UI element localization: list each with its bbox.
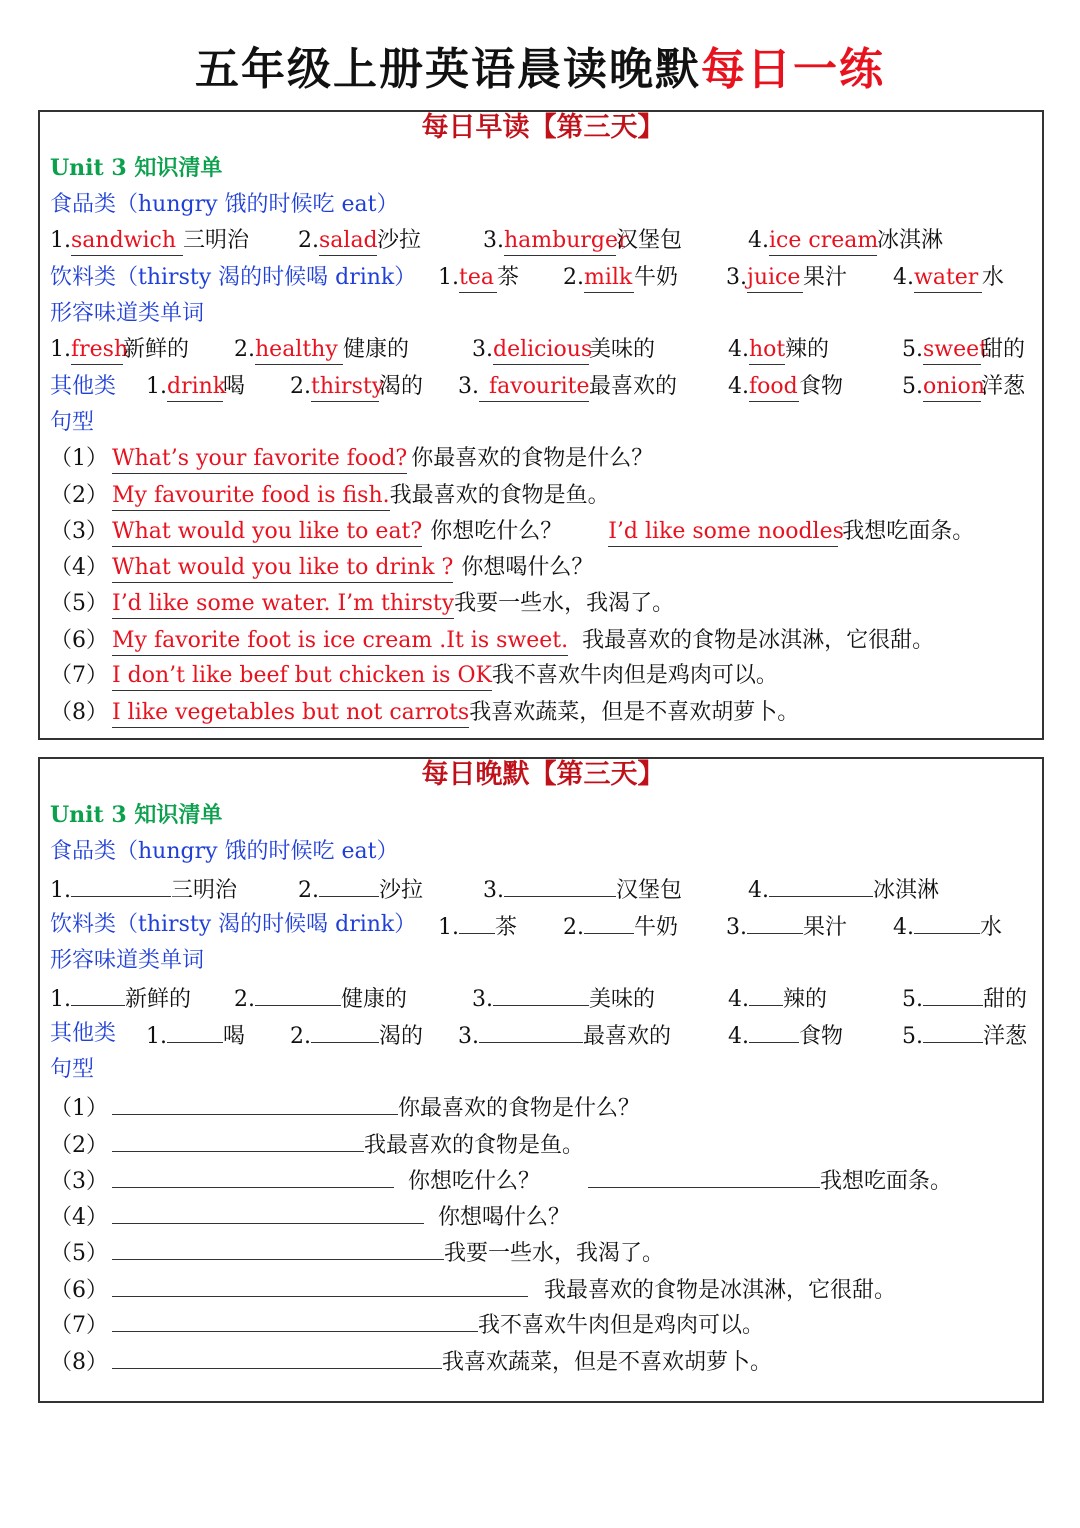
answer-blank[interactable] (255, 981, 341, 1006)
evening-taste-item: 2. 健康的 (234, 981, 407, 1016)
answer-blank[interactable] (112, 1163, 394, 1188)
evening-sentence: （8） 我喜欢蔬菜，但是不喜欢胡萝卜。 (50, 1344, 772, 1379)
answer-blank[interactable] (479, 1018, 583, 1043)
answer-blank[interactable] (747, 909, 803, 934)
morning-other-item: 3. favourite最喜欢的 (458, 371, 677, 403)
evening-food-item: 1. 三明治 (50, 872, 237, 907)
answer-blank[interactable] (459, 909, 495, 934)
morning-drink-item: 3.juice 果汁 (726, 262, 847, 294)
answer-blank[interactable] (112, 1307, 478, 1332)
morning-taste-item: 2.healthy 健康的 (234, 334, 409, 366)
evening-sentence: （1） 你最喜欢的食物是什么？ (50, 1090, 640, 1125)
evening-dictation-section (38, 757, 1044, 1403)
answer-blank[interactable] (167, 1018, 223, 1043)
answer-blank[interactable] (112, 1272, 528, 1297)
evening-food-item: 3. 汉堡包 (483, 872, 682, 907)
evening-taste-item: 4. 辣的 (728, 981, 827, 1016)
evening-drink-label: 饮料类（thirsty 渴的时候喝 drink） (50, 912, 417, 937)
answer-blank[interactable] (493, 981, 589, 1006)
answer-blank[interactable] (749, 1018, 799, 1043)
evening-taste-item: 3. 美味的 (472, 981, 655, 1016)
morning-sentence: （4） What would you like to drink ? 你想喝什么？ (50, 552, 593, 584)
answer-blank[interactable] (504, 872, 616, 897)
morning-sentence: （3） What would you like to eat? 你想吃什么？ I’d like some noodles我想吃面条。 (50, 516, 974, 548)
morning-sentence: （7） I don’t like beef but chicken is OK我不喜欢牛肉但是鸡肉可以。 (50, 660, 778, 692)
answer-blank[interactable] (112, 1344, 442, 1369)
morning-drink-label: 饮料类（thirsty 渴的时候喝 drink） (50, 265, 417, 290)
morning-taste-item: 5.sweet甜的 (902, 334, 1025, 366)
evening-sentence: （5） 我要一些水，我渴了。 (50, 1235, 664, 1270)
morning-taste-label: 形容味道类单词 (50, 301, 205, 326)
answer-blank[interactable] (311, 1018, 379, 1043)
morning-other-item: 5.onion洋葱 (902, 371, 1025, 403)
page-title (0, 40, 1080, 100)
answer-blank[interactable] (588, 1163, 820, 1188)
title-main: 五年级上册英语晨读晚默 (195, 44, 701, 95)
morning-other-item: 1.drink喝 (146, 371, 245, 403)
evening-sentence: （2） 我最喜欢的食物是鱼。 (50, 1127, 584, 1162)
evening-food-label: 食品类（hungry 饿的时候吃 eat） (50, 839, 399, 864)
morning-food-item: 2.salad沙拉 (298, 225, 421, 257)
morning-sentence: （6） My favorite foot is ice cream .It is sweet. 我最喜欢的食物是冰淇淋，它很甜。 (50, 625, 934, 657)
evening-other-label: 其他类 (50, 1021, 117, 1046)
morning-food-item: 3.hamburger汉堡包 (483, 225, 682, 257)
evening-taste-item: 5. 甜的 (902, 981, 1027, 1016)
evening-other-item: 1. 喝 (146, 1018, 245, 1053)
evening-sentence: （3） 你想吃什么？ 我想吃面条。 (50, 1163, 952, 1198)
morning-sentence: （5） I’d like some water. I’m thirsty我要一些水，我渴了。 (50, 588, 674, 620)
answer-blank[interactable] (112, 1199, 424, 1224)
answer-blank[interactable] (71, 981, 125, 1006)
evening-food-item: 2. 沙拉 (298, 872, 423, 907)
morning-sentence-label: 句型 (50, 410, 95, 435)
answer-blank[interactable] (112, 1127, 364, 1152)
morning-unit-title: Unit 3 知识清单 (50, 155, 223, 181)
morning-other-label: 其他类 (50, 374, 117, 399)
evening-food-item: 4. 冰淇淋 (748, 872, 939, 907)
morning-drink-item: 2.milk牛奶 (563, 262, 678, 294)
morning-taste-item: 1.fresh新鲜的 (50, 334, 189, 366)
morning-other-item: 4.food食物 (728, 371, 843, 403)
evening-other-item: 3. 最喜欢的 (458, 1018, 671, 1053)
morning-food-item: 4.ice cream冰淇淋 (748, 225, 943, 257)
answer-blank[interactable] (769, 872, 873, 897)
evening-other-item: 4. 食物 (728, 1018, 843, 1053)
answer-blank[interactable] (319, 872, 379, 897)
evening-heading: 每日晚默【第三天】 (421, 759, 665, 790)
evening-taste-label: 形容味道类单词 (50, 948, 205, 973)
evening-sentence: （4） 你想喝什么？ (50, 1199, 570, 1234)
morning-reading-section (38, 110, 1044, 740)
answer-blank[interactable] (584, 909, 634, 934)
morning-food-label: 食品类（hungry 饿的时候吃 eat） (50, 192, 399, 217)
evening-other-item: 5. 洋葱 (902, 1018, 1027, 1053)
morning-drink-item: 4.water 水 (893, 262, 1004, 294)
morning-sentence: （1） What’s your favorite food? 你最喜欢的食物是什么？ (50, 443, 653, 475)
evening-drink-item: 2. 牛奶 (563, 909, 678, 944)
answer-blank[interactable] (112, 1235, 444, 1260)
answer-blank[interactable] (112, 1090, 398, 1115)
answer-blank[interactable] (923, 981, 983, 1006)
evening-drink-item: 1. 茶 (438, 909, 517, 944)
evening-sentence-label: 句型 (50, 1057, 95, 1082)
evening-other-item: 2. 渴的 (290, 1018, 423, 1053)
title-accent: 每日一练 (701, 44, 885, 95)
morning-drink-item: 1.tea 茶 (438, 262, 519, 294)
evening-drink-item: 4. 水 (893, 909, 1002, 944)
answer-blank[interactable] (749, 981, 783, 1006)
evening-drink-item: 3. 果汁 (726, 909, 847, 944)
evening-taste-item: 1. 新鲜的 (50, 981, 191, 1016)
morning-heading: 每日早读【第三天】 (421, 112, 665, 143)
evening-sentence: （6） 我最喜欢的食物是冰淇淋，它很甜。 (50, 1272, 896, 1307)
morning-taste-item: 3.delicious美味的 (472, 334, 655, 366)
evening-sentence: （7） 我不喜欢牛肉但是鸡肉可以。 (50, 1307, 764, 1342)
answer-blank[interactable] (923, 1018, 983, 1043)
morning-other-item: 2.thirsty渴的 (290, 371, 423, 403)
answer-blank[interactable] (71, 872, 171, 897)
evening-unit-title: Unit 3 知识清单 (50, 802, 223, 828)
morning-sentence: （8） I like vegetables but not carrots我喜欢蔬菜，但是不喜欢胡萝卜。 (50, 697, 799, 729)
morning-sentence: （2） My favourite food is fish.我最喜欢的食物是鱼。 (50, 480, 610, 512)
morning-food-item: 1.sandwich 三明治 (50, 225, 249, 257)
answer-blank[interactable] (914, 909, 980, 934)
morning-taste-item: 4.hot辣的 (728, 334, 829, 366)
